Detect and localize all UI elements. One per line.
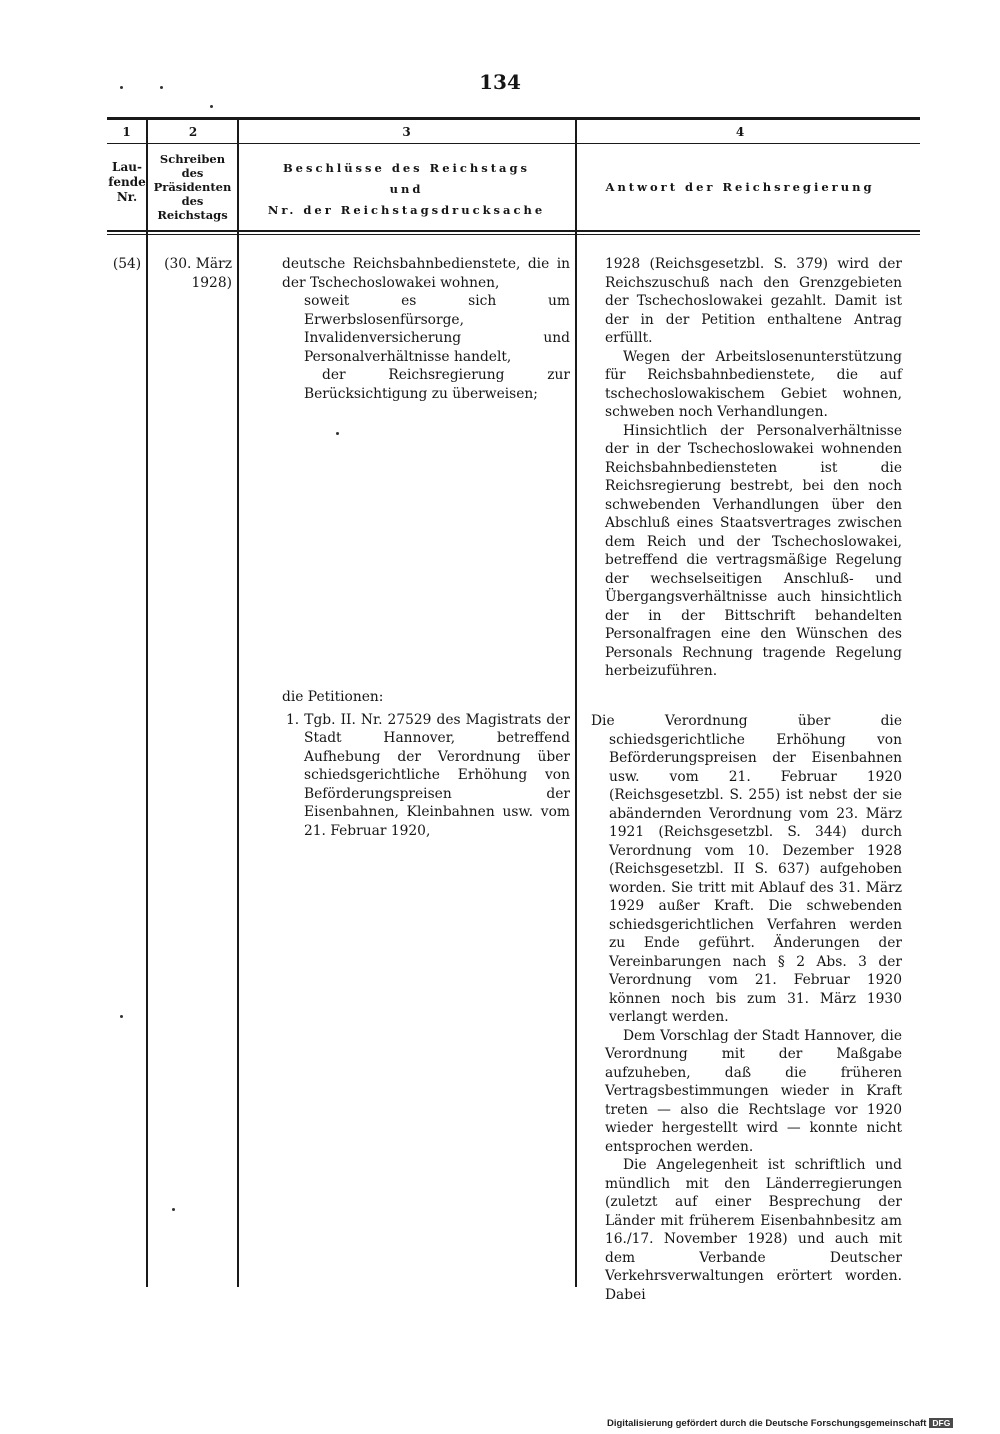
scan-speck <box>160 86 163 89</box>
entry-number: (54) <box>112 256 142 272</box>
column-number-2: 2 <box>188 125 198 139</box>
footer-text: Digitalisierung gefördert durch die Deutsche Forschungsgemeinschaft <box>607 1418 927 1429</box>
header-col1-line: Lau- <box>112 160 142 174</box>
header-col1-line: Nr. <box>116 190 138 204</box>
petition-item-1: 1. Tgb. II. Nr. 27529 des Magistrats der Stadt Hannover, betreffend Aufhebung der Verordnung über schiedsgerichtliche Erhöhung von Beförderungspreisen der Eisenbahnen, Kleinbahnen usw. vom 21. Februar 1920, <box>286 711 570 839</box>
dfg-logo: DFG <box>929 1418 953 1428</box>
government-answer-1 <box>605 255 902 681</box>
column-number-1: 1 <box>122 125 131 139</box>
answer-paragraph: Wegen der Arbeitslosenunterstützung für Reichsbahnbedienstete, die auf tschechoslowakischem Gebiet wohnen, schweben noch Verhandlungen. <box>605 348 902 420</box>
table-top-rule <box>107 117 920 120</box>
header-col2-line: des <box>181 166 204 180</box>
resolution-clause-1: soweit es sich um Erwerbslosenfürsorge, Invalidenversicherung und Personalverhältnisse handelt, <box>304 293 570 365</box>
answer-paragraph: Die Verordnung über die schiedsgerichtliche Erhöhung von Beförderungspreisen der Eisenbahnen usw. vom 21. Februar 1920 (Reichsgesetzbl. S. 255) ist nebst der sie abändernden Verordnung vom 23. März 1921 (Reichsgesetzbl. S. 344) durch Verordnung vom 10. Dezember 1928 (Reichsgesetzbl. II S. 637) aufgehoben worden. Sie tritt mit Ablauf des 31. März 1929 außer Kraft. Die schwebenden schiedsgerichtlichen Verfahren werden zu Ende geführt. Änderungen der Vereinbarungen nach § 2 Abs. 3 der Verordnung vom 21. Februar 1920 können noch bis zum 31. März 1930 verlangt werden. <box>591 713 902 1025</box>
header-col3-line: und <box>389 182 424 196</box>
column-divider-3 <box>575 117 577 1287</box>
header-bottom-rule-2 <box>107 234 920 235</box>
header-col1-line: fende <box>108 175 146 189</box>
header-col2-line: Schreiben <box>159 152 226 166</box>
column-number-3: 3 <box>402 125 411 139</box>
column-number-rule <box>107 143 920 144</box>
petitions-label: die Petitionen: <box>282 689 384 705</box>
column-divider-1 <box>146 117 148 1287</box>
answer-paragraph: 1928 (Reichsgesetzbl. S. 379) wird der Reichszuschuß nach den Grenzgebieten der Tschechoslowakei gezahlt. Damit ist der in der Petition enthaltene Antrag erfüllt. <box>605 256 902 346</box>
resolution-column <box>282 255 570 403</box>
petitions-block <box>282 688 570 840</box>
page-number: 134 <box>479 70 521 94</box>
scan-speck <box>120 1015 123 1018</box>
column-divider-2 <box>237 117 239 1287</box>
scan-speck <box>336 432 339 435</box>
resolution-clause-2: der Reichsregierung zur Berücksichtigung zu überweisen; <box>304 367 570 402</box>
header-col2 <box>148 152 237 222</box>
header-bottom-rule <box>107 230 920 232</box>
answer-paragraph: Dem Vorschlag der Stadt Hannover, die Verordnung mit der Maßgabe aufzuheben, daß die früheren Vertragsbestimmungen wieder in Kraft treten — also die Rechtslage vor 1920 wieder hergestellt wird — konnte nicht entsprochen werden. <box>605 1027 902 1155</box>
header-col4: Antwort der Reichsregierung <box>605 180 875 194</box>
resolution-intro: deutsche Reichsbahnbedienstete, die in der Tschechoslowakei wohnen, <box>282 256 570 291</box>
government-answer-2 <box>587 712 902 1304</box>
digitization-credit <box>607 1418 953 1429</box>
entry-date: (30. März 1928) <box>164 256 232 291</box>
header-col1 <box>108 160 146 205</box>
scan-speck <box>120 86 123 89</box>
answer-paragraph: Hinsichtlich der Personalverhältnisse der in der Tschechoslowakei wohnenden Reichsbahnbediensteten ist die Reichsregierung bestrebt, bei den noch schwebenden Verhandlungen über den Abschluß eines Staatsvertrages zwischen dem Reich und der Tschechoslowakei, betreffend die vertragsmäßige Regelung der wechselseitigen Anschluß- und Übergangsverhältnisse auch hinsichtlich der in der Bittschrift behandelten Personalfragen eine den Wünschen des Personals Rechnung tragende Regelung herbeizuführen. <box>605 422 902 679</box>
scan-speck <box>172 1208 175 1211</box>
header-col3-line: Nr. der Reichstagsdrucksache <box>267 203 546 217</box>
column-number-4: 4 <box>735 125 745 139</box>
header-col2-line: Reichstags <box>157 208 228 222</box>
header-col3 <box>240 158 573 221</box>
scan-speck <box>210 105 213 108</box>
header-col2-line: des <box>181 194 204 208</box>
header-col3-line: Beschlüsse des Reichstags <box>282 161 531 175</box>
answer-paragraph: Die Angelegenheit ist schriftlich und mündlich mit den Länderregierungen (zuletzt auf einer Besprechung der Länder mit früherem Eisenbahnbesitz am 16./17. November 1928) und auch mit dem Verbande Deutscher Verkehrsverwaltungen erörtert worden. Dabei <box>605 1157 902 1303</box>
header-col2-line: Präsidenten <box>153 180 232 194</box>
